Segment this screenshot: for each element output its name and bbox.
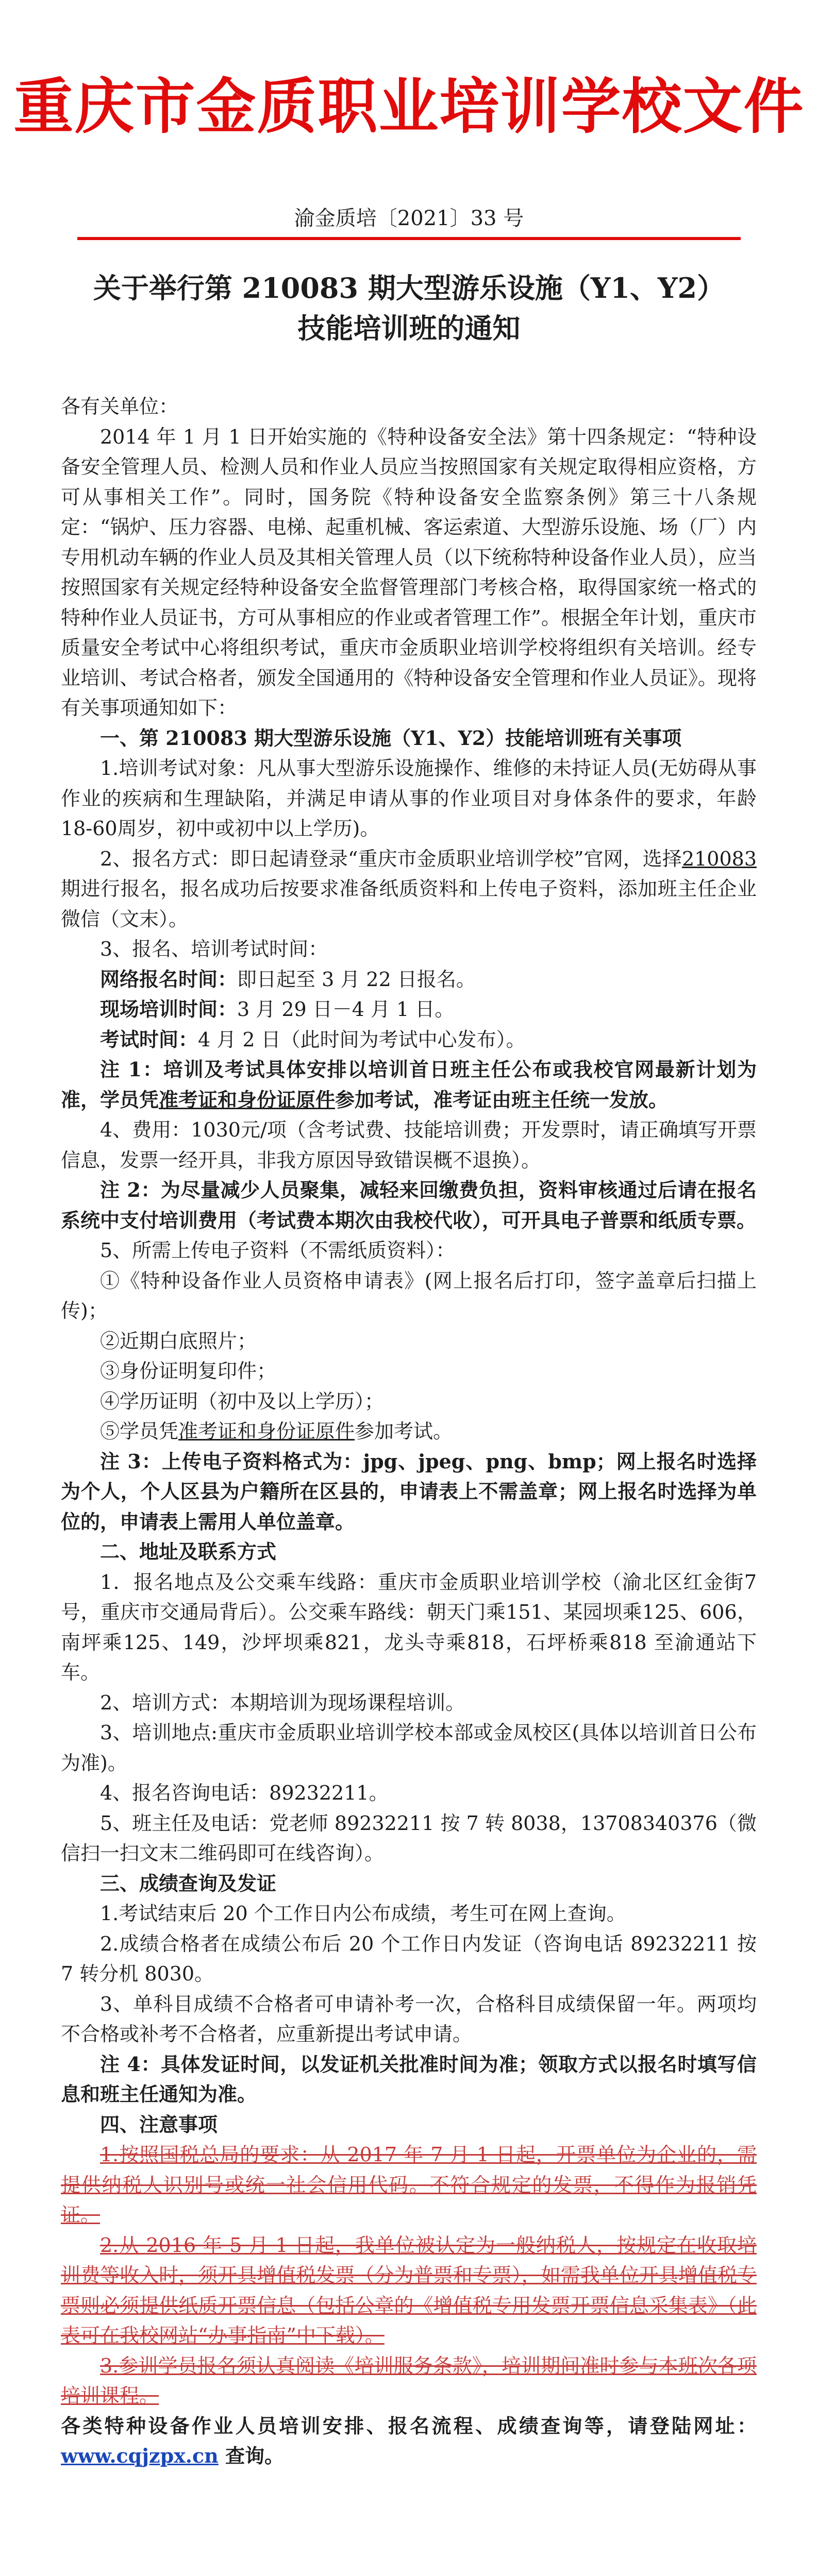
red-divider xyxy=(77,237,741,240)
s3-item-3: 3、单科目成绩不合格者可申请补考一次，合格科目成绩保留一年。两项均不合格或补考不合格者，应重新提出考试申请。 xyxy=(61,1992,757,2045)
section-1-title: 一、第 210083 期大型游乐设施（Y1、Y2）技能培训班有关事项 xyxy=(100,726,682,750)
s2-item-4: 4、报名咨询电话：89232211。 xyxy=(100,1782,389,1804)
onsite-training-time xyxy=(61,994,757,1025)
material-5-pre: ⑤学员凭 xyxy=(100,1420,179,1443)
note-1 xyxy=(61,1055,757,1115)
s1-item-5: 5、所需上传电子资料（不需纸质资料）： xyxy=(100,1239,456,1262)
exam-time-label: 考试时间： xyxy=(100,1027,198,1051)
s1-item-4: 4、费用：1030元/项（含考试费、技能培训费；开发票时，请正确填写开票信息，发票一经开具，非我方原因导致错误概不退换）。 xyxy=(61,1118,757,1172)
s4-item-2: 2.从 2016 年 5 月 1 日起，我单位被认定为一般纳税人，按规定在收取培训费等收入时，须开具增值税发票（分为普票和专票），如需我单位开具增值税专票则必须提供纸质开票信息（包括公章的《增值税专用发票开票信息采集表》（此表可在我校网站“办事指南”中下载）。 xyxy=(61,2233,757,2347)
s1-item-2-pre: 2、报名方式：即日起请登录“重庆市金质职业培训学校”官网，选择 xyxy=(100,847,682,870)
online-signup-value: 即日起至 3 月 22 日报名。 xyxy=(237,968,476,991)
website-link[interactable]: www.cqjzpx.cn xyxy=(61,2444,219,2467)
material-5-underlined: 准考证和身份证原件 xyxy=(178,1420,355,1443)
exam-time xyxy=(61,1025,757,1055)
s2-item-5: 5、班主任及电话：党老师 89232211 按 7 转 8038，13708340376（微信扫一扫文末二维码即可在线咨询）。 xyxy=(61,1811,757,1865)
title-line-1: 关于举行第 210083 期大型游乐设施（Y1、Y2） xyxy=(93,272,725,304)
document-number: 渝金质培〔2021〕33 号 xyxy=(294,207,524,230)
batch-number: 210083 xyxy=(681,847,757,870)
section-2-title: 二、地址及联系方式 xyxy=(100,1540,277,1563)
section-3-title: 三、成绩查询及发证 xyxy=(100,1871,277,1895)
s3-item-1: 1.考试结束后 20 个工作日内公布成绩，考生可在网上查询。 xyxy=(100,1902,626,1925)
note-3: 注 3：上传电子资料格式为：jpg、jpeg、png、bmp；网上报名时选择为个人，个人区县为户籍所在区县的，申请表上不需盖章；网上报名时选择为单位的，申请表上需用人单位盖章。 xyxy=(61,1449,757,1533)
note-4: 注 4：具体发证时间，以发证机关批准时间为准；领取方式以报名时填写信息和班主任通知为准。 xyxy=(61,2052,757,2106)
material-5-post: 参加考试。 xyxy=(355,1420,453,1443)
onsite-training-value: 3 月 29 日－4 月 1 日。 xyxy=(237,998,455,1021)
s1-item-2-post: 期进行报名，报名成功后按要求准备纸质资料和上传电子资料，添加班主任企业微信（文末）。 xyxy=(61,877,757,930)
s4-item-3: 3.参训学员报名须认真阅读《培训服务条款》，培训期间准时参与本班次各项培训课程。 xyxy=(61,2354,757,2407)
s2-item-1: 1．报名地点及公交乘车线路：重庆市金质职业培训学校（渝北区红金街7号，重庆市交通局背后）。公交乘车路线：朝天门乘151、某园坝乘125、606，南坪乘125、149，沙坪坝乘821，龙头寺乘818，石坪桥乘818 至渝通站下车。 xyxy=(61,1570,757,1684)
online-signup-time xyxy=(61,964,757,995)
section-4-title: 四、注意事项 xyxy=(100,2112,218,2136)
exam-time-value: 4 月 2 日（此时间为考试中心发布）。 xyxy=(198,1028,526,1051)
closing-tail: 查询。 xyxy=(218,2444,285,2467)
s1-item-3: 3、报名、培训考试时间： xyxy=(100,938,328,960)
s2-item-3: 3、培训地点:重庆市金质职业培训学校本部或金凤校区(具体以培训首日公布为准)。 xyxy=(61,1721,757,1774)
closing-paragraph xyxy=(61,2411,757,2471)
intro-paragraph: 2014 年 1 月 1 日开始实施的《特种设备安全法》第十四条规定：“特种设备安全管理人员、检测人员和作业人员应当按照国家有关规定取得相应资格，方可从事相关工作”。同时，国务院《特种设备安全监察条例》第三十八条规定：“锅炉、压力容器、电梯、起重机械、客运索道、大型游乐设施、场（厂）内专用机动车辆的作业人员及其相关管理人员（以下统称特种设备作业人员），应当按照国家有关规定经特种设备安全监督管理部门考核合格，取得国家统一格式的特种作业人员证书，方可从事相应的作业或者管理工作”。根据全年计划，重庆市质量安全考试中心将组织考试，重庆市金质职业培训学校将组织有关培训。经专业培训、考试合格者，颁发全国通用的《特种设备安全管理和作业人员证》。现将有关事项通知如下： xyxy=(61,425,757,719)
s4-item-1: 1.按照国税总局的要求：从 2017 年 7 月 1 日起，开票单位为企业的，需提供纳税人识别号或统一社会信用代码。不符合规定的发票，不得作为报销凭证。 xyxy=(61,2143,757,2226)
note-1-pre: 注 1：培训及考试具体安排以培训首日班主任公布或我校官网最新计划为准，学员凭 xyxy=(61,1058,757,1111)
s2-item-2: 2、培训方式：本期培训为现场课程培训。 xyxy=(100,1691,465,1714)
material-1: ①《特种设备作业人员资格申请表》(网上报名后打印，签字盖章后扫描上传)； xyxy=(61,1269,757,1322)
closing-text: 各类特种设备作业人员培训安排、报名流程、成绩查询等，请登陆网址： xyxy=(61,2414,757,2437)
material-5 xyxy=(61,1416,757,1447)
material-3: ③身份证明复印件； xyxy=(100,1360,277,1382)
online-signup-label: 网络报名时间： xyxy=(100,967,238,991)
document-body xyxy=(61,392,757,2471)
title-line-2: 技能培训班的通知 xyxy=(297,312,521,345)
material-2: ②近期白底照片； xyxy=(100,1329,257,1352)
salutation: 各有关单位： xyxy=(61,395,179,418)
document-title xyxy=(62,268,756,348)
s1-item-2 xyxy=(61,844,757,935)
org-title: 重庆市金质职业培训学校文件 xyxy=(13,72,805,142)
material-4: ④学历证明（初中及以上学历）； xyxy=(100,1389,385,1413)
s3-item-2: 2.成绩合格者在成绩公布后 20 个工作日内发证（咨询电话 89232211 按 7 转分机 8030。 xyxy=(61,1932,757,1985)
note-1-post: 参加考试，准考证由班主任统一发放。 xyxy=(335,1088,669,1111)
note-2: 注 2：为尽量减少人员聚集，减轻来回缴费负担，资料审核通过后请在报名系统中支付培训费用（考试费本期次由我校代收），可开具电子普票和纸质专票。 xyxy=(61,1178,757,1232)
note-1-underlined: 准考证和身份证原件 xyxy=(159,1088,336,1111)
s1-item-1: 1.培训考试对象：凡从事大型游乐设施操作、维修的未持证人员(无妨碍从事作业的疾病和生理缺陷，并满足申请从事的作业项目对身体条件的要求，年龄18-60周岁，初中或初中以上学历)。 xyxy=(61,757,757,840)
onsite-training-label: 现场培训时间： xyxy=(100,997,238,1021)
